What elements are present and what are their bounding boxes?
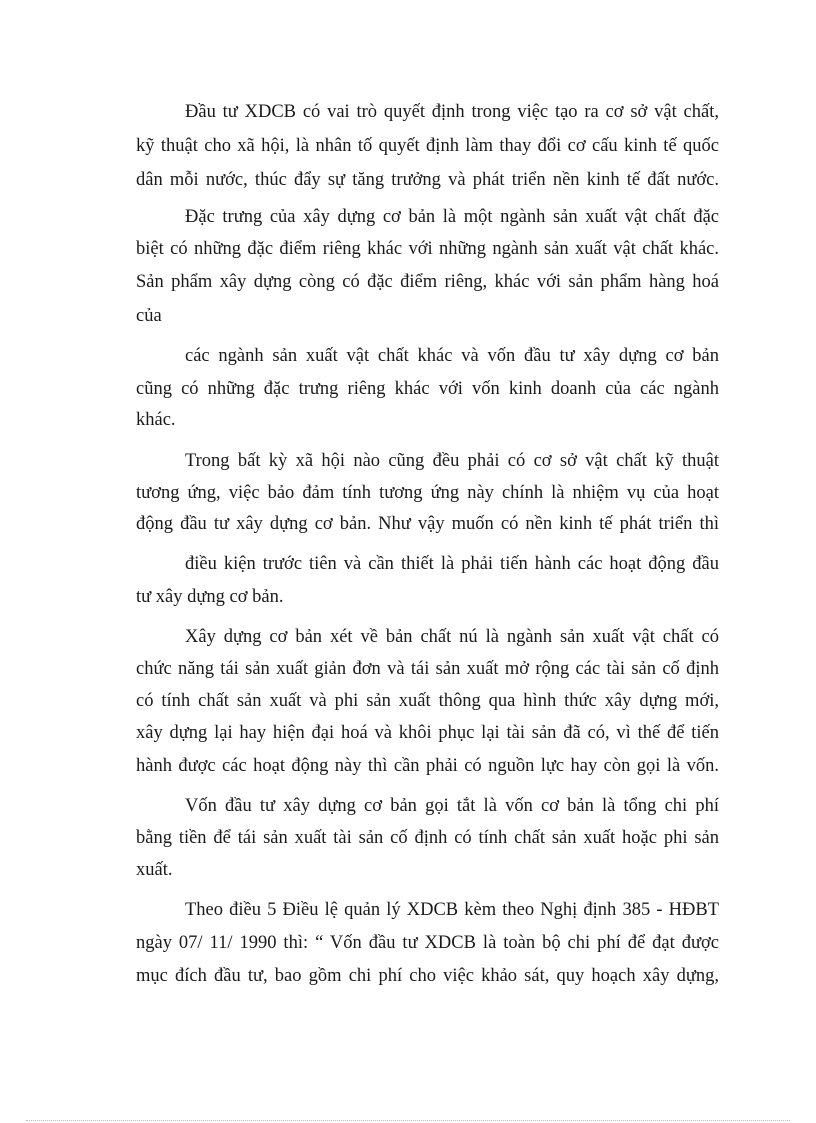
text-line: chức năng tái sản xuất giản đơn và tái sản xuất mở rộng các tài sản cố định	[136, 659, 719, 679]
text-line: cũng có những đặc trưng riêng khác với vốn kinh doanh của các ngành	[136, 379, 719, 399]
text-line: Trong bất kỳ xã hội nào cũng đều phải có cơ sở vật chất kỹ thuật	[185, 451, 719, 471]
text-line: xuất.	[136, 860, 173, 880]
text-line: tư xây dựng cơ bản.	[136, 587, 284, 607]
text-line: tương ứng, việc bảo đảm tính tương ứng này chính là nhiệm vụ của hoạt	[136, 483, 719, 503]
text-line: các ngành sản xuất vật chất khác và vốn đầu tư xây dựng cơ bản	[185, 346, 719, 366]
text-line: dân mỗi nước, thúc đẩy sự tăng trưởng và phát triển nền kinh tế đất nước.	[136, 170, 719, 190]
text-line: bằng tiền để tái sản xuất tài sản cố định có tính chất sản xuất hoặc phi sản	[136, 828, 719, 848]
text-line: Đầu tư XDCB có vai trò quyết định trong việc tạo ra cơ sở vật chất,	[185, 102, 719, 122]
text-line: khác.	[136, 410, 176, 430]
text-line: Theo điều 5 Điều lệ quản lý XDCB kèm theo Nghị định 385 - HĐBT	[185, 900, 719, 920]
text-line: động đầu tư xây dựng cơ bản. Như vậy muốn có nền kinh tế phát triển thì	[136, 514, 719, 534]
text-line: Đặc trưng của xây dựng cơ bản là một ngành sản xuất vật chất đặc	[185, 207, 719, 227]
text-line: Sản phẩm xây dựng còng có đặc điểm riêng, khác với sản phẩm hàng hoá	[136, 272, 719, 292]
page-bottom-dotted-rule	[26, 1120, 790, 1121]
text-line: có tính chất sản xuất và phi sản xuất thông qua hình thức xây dựng mới,	[136, 691, 719, 711]
text-line: hành được các hoạt động này thì cần phải có nguồn lực hay còn gọi là vốn.	[136, 756, 719, 776]
text-line: kỹ thuật cho xã hội, là nhân tố quyết định làm thay đổi cơ cấu kinh tế quốc	[136, 136, 719, 156]
text-line: điều kiện trước tiên và cần thiết là phải tiến hành các hoạt động đầu	[185, 554, 719, 574]
text-line: Xây dựng cơ bản xét về bản chất nú là ngành sản xuất vật chất có	[185, 627, 719, 647]
text-line: của	[136, 306, 162, 326]
text-line: ngày 07/ 11/ 1990 thì: “ Vốn đầu tư XDCB là toàn bộ chi phí để đạt được	[136, 933, 719, 953]
text-line: biệt có những đặc điểm riêng khác với những ngành sản xuất vật chất khác.	[136, 239, 719, 259]
text-line: mục đích đầu tư, bao gồm chi phí cho việc khảo sát, quy hoạch xây dựng,	[136, 966, 719, 986]
text-line: Vốn đầu tư xây dựng cơ bản gọi tắt là vốn cơ bản là tổng chi phí	[185, 796, 719, 816]
text-line: xây dựng lại hay hiện đại hoá và khôi phục lại tài sản đã có, vì thế để tiến	[136, 723, 719, 743]
